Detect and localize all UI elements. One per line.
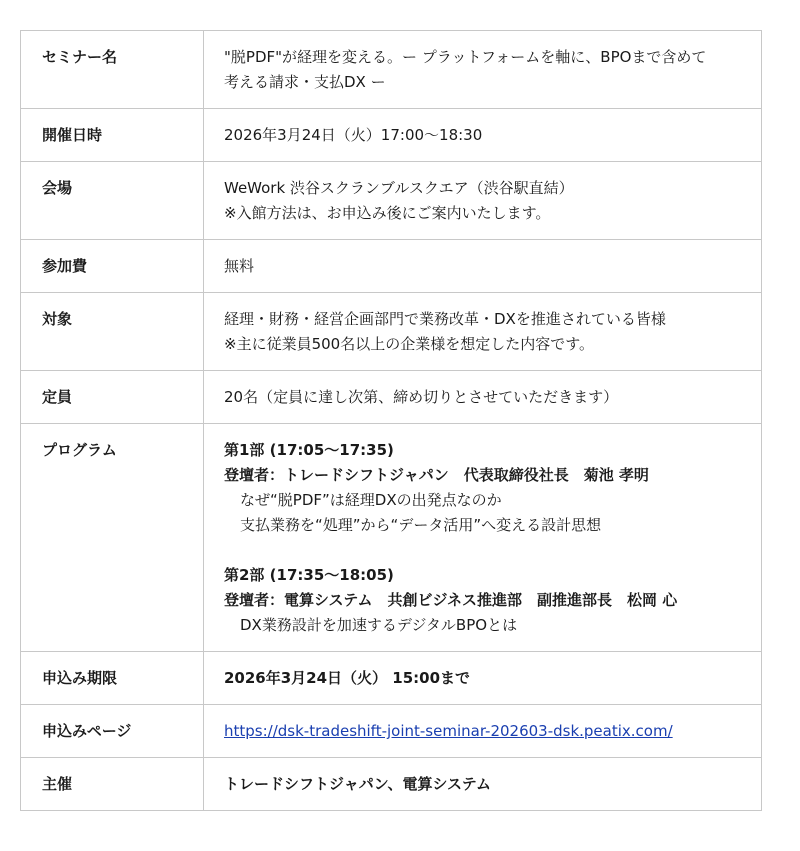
seminar-name-label: セミナー名 [42,48,118,66]
seminar-name-line-1: "脱PDF"が経理を変える。ー プラットフォームを軸に、BPOまで含めて [224,48,707,66]
label-cell [21,652,204,705]
application-page-link[interactable]: https://dsk-tradeshift-joint-seminar-202603-dsk.peatix.com/ [224,722,673,740]
table-row-host [21,758,762,811]
table-row-application-page [21,705,762,758]
table-row-fee [21,240,762,293]
program-label: プログラム [42,441,117,459]
deadline-label: 申込み期限 [42,669,118,687]
label-cell [21,293,204,371]
part2-speaker: 登壇者：電算システム 共創ビジネス推進部 副推進部長 松岡 心 [224,591,678,609]
seminar-info-table [20,30,762,811]
label-cell [21,705,204,758]
venue-line-1: WeWork 渋谷スクランブルスクエア（渋谷駅直結） [224,179,574,197]
capacity-label: 定員 [42,388,73,406]
table-row-capacity [21,371,762,424]
value-cell [204,371,762,424]
venue-label: 会場 [42,179,73,197]
label-cell [21,371,204,424]
target-line-2: ※主に従業員500名以上の企業様を想定した内容です。 [224,335,595,353]
part1-speaker: 登壇者：トレードシフトジャパン 代表取締役社長 菊池 孝明 [224,466,649,484]
value-cell [204,31,762,109]
application-page-label: 申込みページ [42,722,132,740]
part1-topic: 支払業務を“処理”から“データ活用”へ変える設計思想 [240,516,602,534]
table-row-program [21,424,762,652]
target-label: 対象 [42,310,73,328]
value-cell [204,705,762,758]
date-value: 2026年3月24日（火）17:00〜18:30 [224,126,483,144]
date-label: 開催日時 [42,126,103,144]
venue-line-2: ※入館方法は、お申込み後にご案内いたします。 [224,204,551,222]
table-row-seminar-name [21,31,762,109]
value-cell [204,293,762,371]
part2-heading: 第2部 (17:35〜18:05) [224,566,394,584]
table-row-venue [21,162,762,240]
seminar-info-table-wrapper [20,30,762,811]
fee-label: 参加費 [42,257,88,275]
host-value: トレードシフトジャパン、電算システム [224,775,492,793]
value-cell [204,652,762,705]
part2-topic: DX業務設計を加速するデジタルBPOとは [240,616,518,634]
label-cell [21,31,204,109]
value-cell [204,109,762,162]
program-spacer [224,538,751,563]
host-label: 主催 [42,775,73,793]
value-cell [204,240,762,293]
label-cell [21,758,204,811]
label-cell [21,162,204,240]
capacity-value: 20名（定員に達し次第、締め切りとさせていただきます） [224,388,619,406]
seminar-name-line-2: 考える請求・支払DX ー [224,73,386,91]
label-cell [21,424,204,652]
value-cell [204,424,762,652]
table-row-date [21,109,762,162]
table-row-target [21,293,762,371]
label-cell [21,109,204,162]
table-row-deadline [21,652,762,705]
value-cell [204,162,762,240]
part1-topic: なぜ“脱PDF”は経理DXの出発点なのか [240,491,502,509]
deadline-value: 2026年3月24日（火） 15:00まで [224,669,471,687]
value-cell [204,758,762,811]
target-line-1: 経理・財務・経営企画部門で業務改革・DXを推進されている皆様 [224,310,666,328]
fee-value: 無料 [224,257,255,275]
label-cell [21,240,204,293]
part1-heading: 第1部 (17:05〜17:35) [224,441,394,459]
